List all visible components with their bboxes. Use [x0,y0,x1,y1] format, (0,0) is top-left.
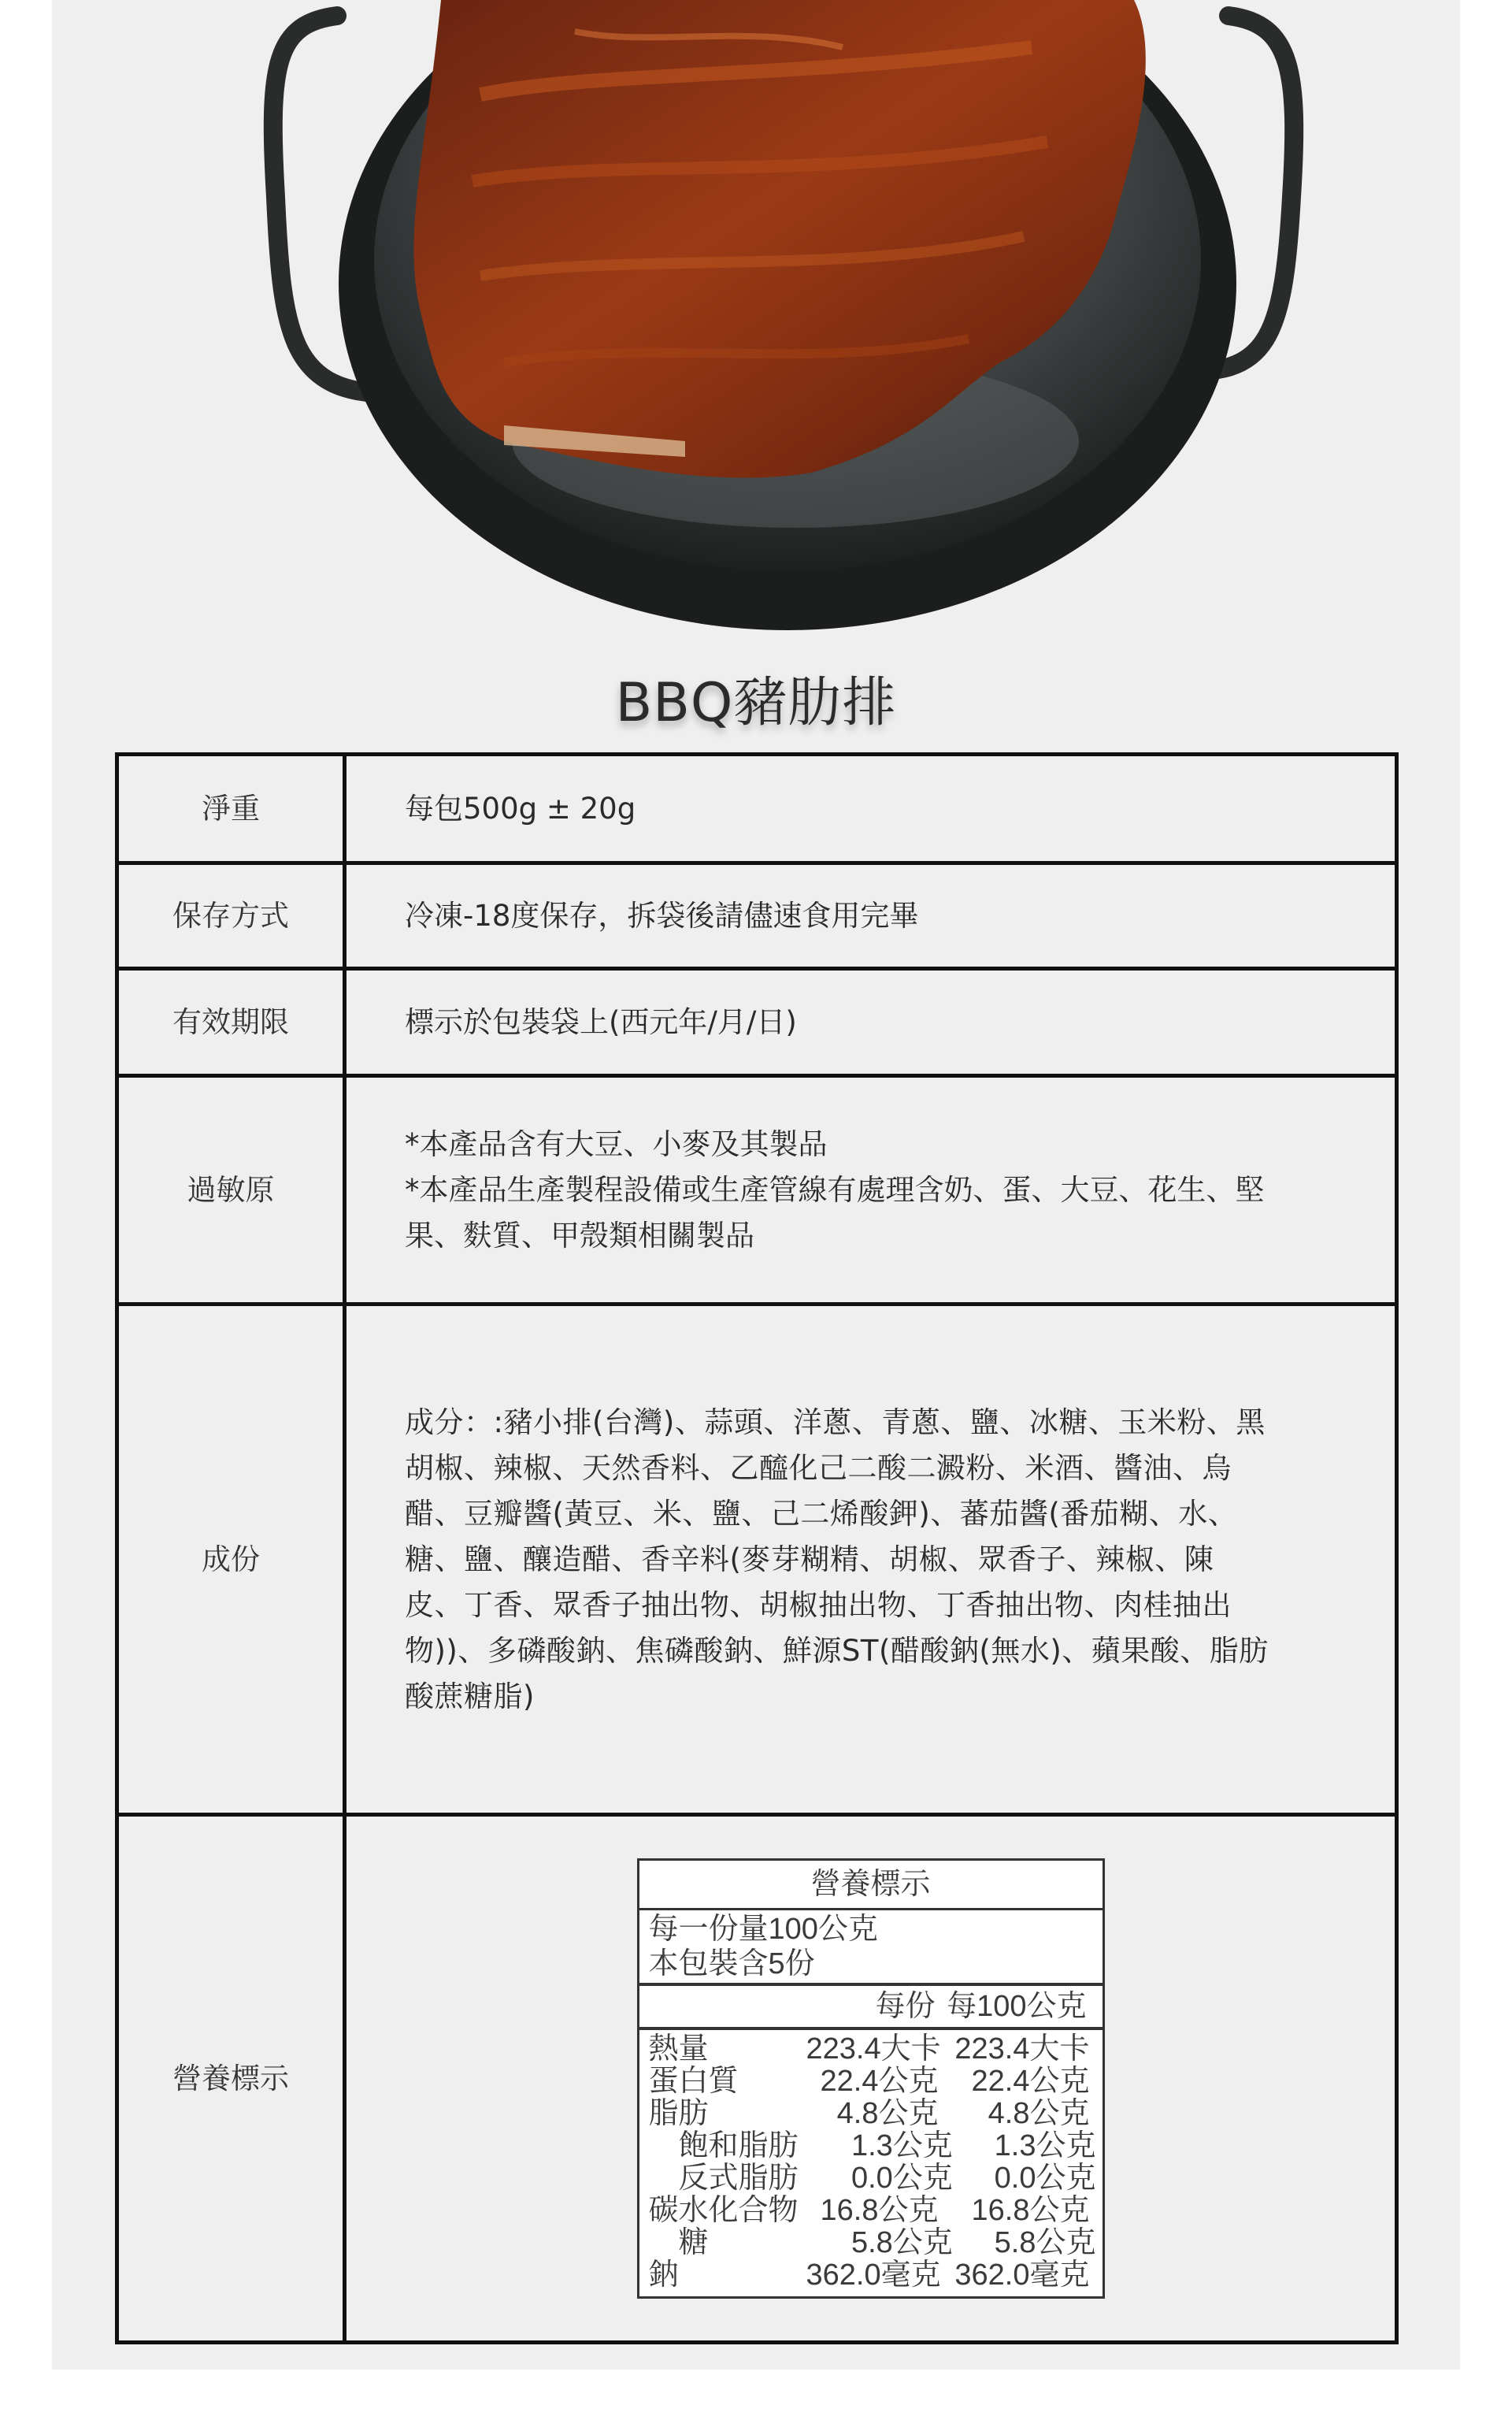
spec-label-storage: 保存方式 [117,863,345,969]
column-header-blank [646,1986,803,2027]
ingredient-line: 糖、鹽、釀造醋、香辛料(麥芽糊精、胡椒、眾香子、辣椒、陳 [405,1542,1214,1576]
nutrition-row [649,2098,1096,2130]
ingredient-line: 皮、丁香、眾香子抽出物、胡椒抽出物、丁香抽出物、肉桂抽出 [405,1587,1232,1622]
nutrition-row [649,2162,1096,2195]
nutrient-per-100g: 0.0公克 [994,2162,1096,2195]
column-header-per-100g: 每100公克 [947,1990,1087,2023]
nutrition-row [649,2259,1096,2292]
nutrient-name: 脂肪 [648,2097,709,2130]
ingredient-line: 成分：:豬小排(台灣)、蒜頭、洋蔥、青蔥、鹽、冰糖、玉米粉、黑 [405,1405,1266,1439]
nutrition-column-headers [639,1986,1102,2030]
spec-row-storage [117,863,1397,969]
nutrition-serving-info [639,1910,1102,1986]
spec-value-nutrition [345,1815,1397,2343]
nutrient-per-100g: 362.0毫克 [954,2259,1090,2292]
nutrition-row [649,2066,1096,2098]
nutrient-per-100g: 223.4大卡 [954,2032,1090,2066]
spec-label-allergen: 過敏原 [117,1076,345,1305]
allergen-line: 果、麩質、甲殼類相關製品 [405,1218,754,1253]
nutrition-row [649,2195,1096,2227]
nutrient-name: 蛋白質 [648,2065,739,2098]
servings-per-package: 本包裝含5份 [648,1947,815,1980]
serving-size: 每一份量100公克 [648,1913,878,1946]
spec-label-expiry: 有效期限 [117,969,345,1076]
spec-row-allergen [117,1076,1397,1305]
nutrient-name: 飽和脂肪 [678,2129,799,2162]
spec-label-weight: 淨重 [117,755,345,863]
nutrient-name: 鈉 [648,2259,679,2292]
nutrient-per-serving: 22.4公克 [820,2065,939,2098]
spec-value-allergen [345,1076,1397,1305]
nutrient-per-100g: 5.8公克 [994,2226,1096,2259]
ingredient-line: 酸蔗糖脂) [405,1679,535,1713]
spec-row-expiry [117,969,1397,1076]
spec-value-expiry: 標示於包裝袋上(西元年/月/日) [345,969,1397,1076]
product-title: BBQ豬肋排 [615,672,897,734]
ingredient-line: 物))、多磷酸鈉、焦磷酸鈉、鮮源ST(醋酸鈉(無水)、蘋果酸、脂肪 [405,1633,1269,1668]
allergen-line: *本產品生產製程設備或生產管線有處理含奶、蛋、大豆、花生、堅 [405,1172,1265,1207]
nutrient-per-serving: 4.8公克 [836,2097,939,2130]
nutrient-per-100g: 16.8公克 [971,2194,1090,2227]
nutrition-facts-label [637,1858,1105,2299]
nutrient-per-serving: 223.4大卡 [806,2032,941,2066]
nutrient-per-serving: 1.3公克 [850,2129,953,2162]
ingredient-line: 胡椒、辣椒、天然香料、乙醯化己二酸二澱粉、米酒、醬油、烏 [405,1450,1232,1485]
ingredient-line: 醋、豆瓣醬(黃豆、米、鹽、己二烯酸鉀)、蕃茄醬(番茄糊、水、 [405,1496,1238,1531]
nutrient-name: 碳水化合物 [648,2194,799,2227]
nutrient-name: 反式脂肪 [678,2162,799,2195]
nutrition-row [649,2033,1096,2066]
nutrient-per-serving: 0.0公克 [850,2162,953,2195]
nutrition-rows [639,2030,1102,2296]
spec-value-weight: 每包500g ± 20g [345,755,1397,863]
bbq-ribs-photo [244,0,1323,638]
nutrition-row [649,2227,1096,2259]
nutrition-row [649,2130,1096,2162]
spec-table [115,752,1399,2344]
spec-row-weight [117,755,1397,863]
nutrient-per-serving: 362.0毫克 [806,2259,941,2292]
spec-label-nutrition: 營養標示 [117,1815,345,2343]
nutrient-per-serving: 5.8公克 [850,2226,953,2259]
spec-label-ingredients: 成份 [117,1305,345,1815]
spec-row-nutrition [117,1815,1397,2343]
nutrient-name: 糖 [678,2226,709,2259]
nutrient-per-100g: 4.8公克 [988,2097,1090,2130]
column-header-per-serving: 每份 [875,1990,936,2023]
nutrient-name: 熱量 [648,2032,709,2066]
nutrient-per-100g: 22.4公克 [971,2065,1090,2098]
nutrient-per-serving: 16.8公克 [820,2194,939,2227]
spec-value-ingredients [345,1305,1397,1815]
spec-value-storage: 冷凍-18度保存，拆袋後請儘速食用完畢 [345,863,1397,969]
nutrition-heading: 營養標示 [639,1861,1102,1910]
allergen-line: *本產品含有大豆、小麥及其製品 [405,1126,828,1161]
spec-row-ingredients [117,1305,1397,1815]
nutrient-per-100g: 1.3公克 [994,2129,1096,2162]
